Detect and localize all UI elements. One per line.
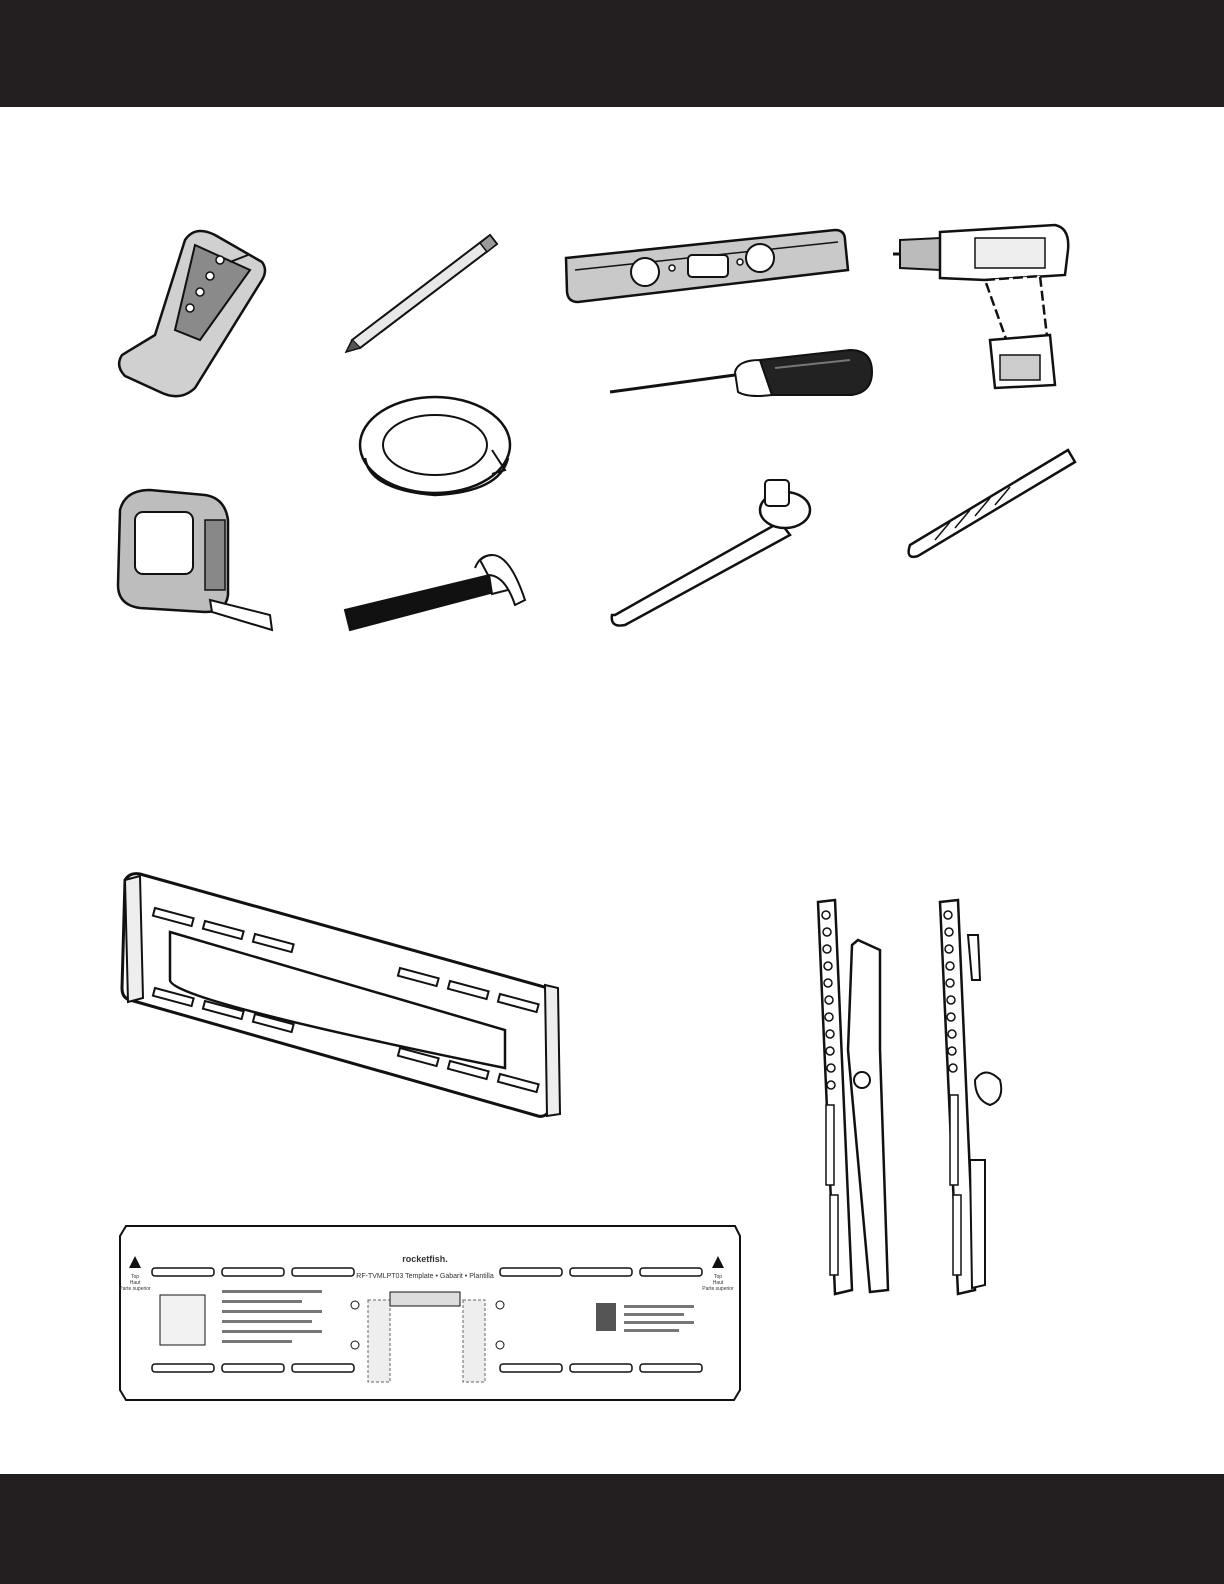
mounting-template bbox=[119, 1226, 740, 1400]
tape-roll-icon bbox=[360, 397, 510, 495]
screwdriver-icon bbox=[610, 350, 872, 396]
pencil-icon bbox=[346, 235, 497, 352]
tape-measure-icon bbox=[118, 490, 272, 630]
template-top-left-fr: Haut bbox=[129, 1280, 141, 1286]
stud-finder-icon bbox=[119, 231, 265, 396]
drill-icon bbox=[893, 225, 1068, 388]
template-top-right-fr: Haut bbox=[712, 1280, 724, 1286]
tv-brackets-icon bbox=[818, 900, 1001, 1294]
template-brand: rocketfish. bbox=[402, 1254, 448, 1264]
hammer-icon bbox=[345, 555, 525, 630]
socket-wrench-icon bbox=[612, 480, 810, 626]
template-top-left: Top bbox=[130, 1274, 140, 1280]
template-top-right: Top bbox=[713, 1274, 723, 1280]
template-top-right-es: Parte superior bbox=[702, 1286, 734, 1292]
template-top-left-es: Parte superior bbox=[119, 1286, 151, 1292]
drill-bit-icon bbox=[909, 450, 1075, 557]
template-title: RF-TVMLPT03 Template • Gabarit • Plantilla bbox=[356, 1273, 494, 1280]
level-icon bbox=[566, 230, 848, 302]
wall-plate-icon bbox=[122, 874, 560, 1117]
